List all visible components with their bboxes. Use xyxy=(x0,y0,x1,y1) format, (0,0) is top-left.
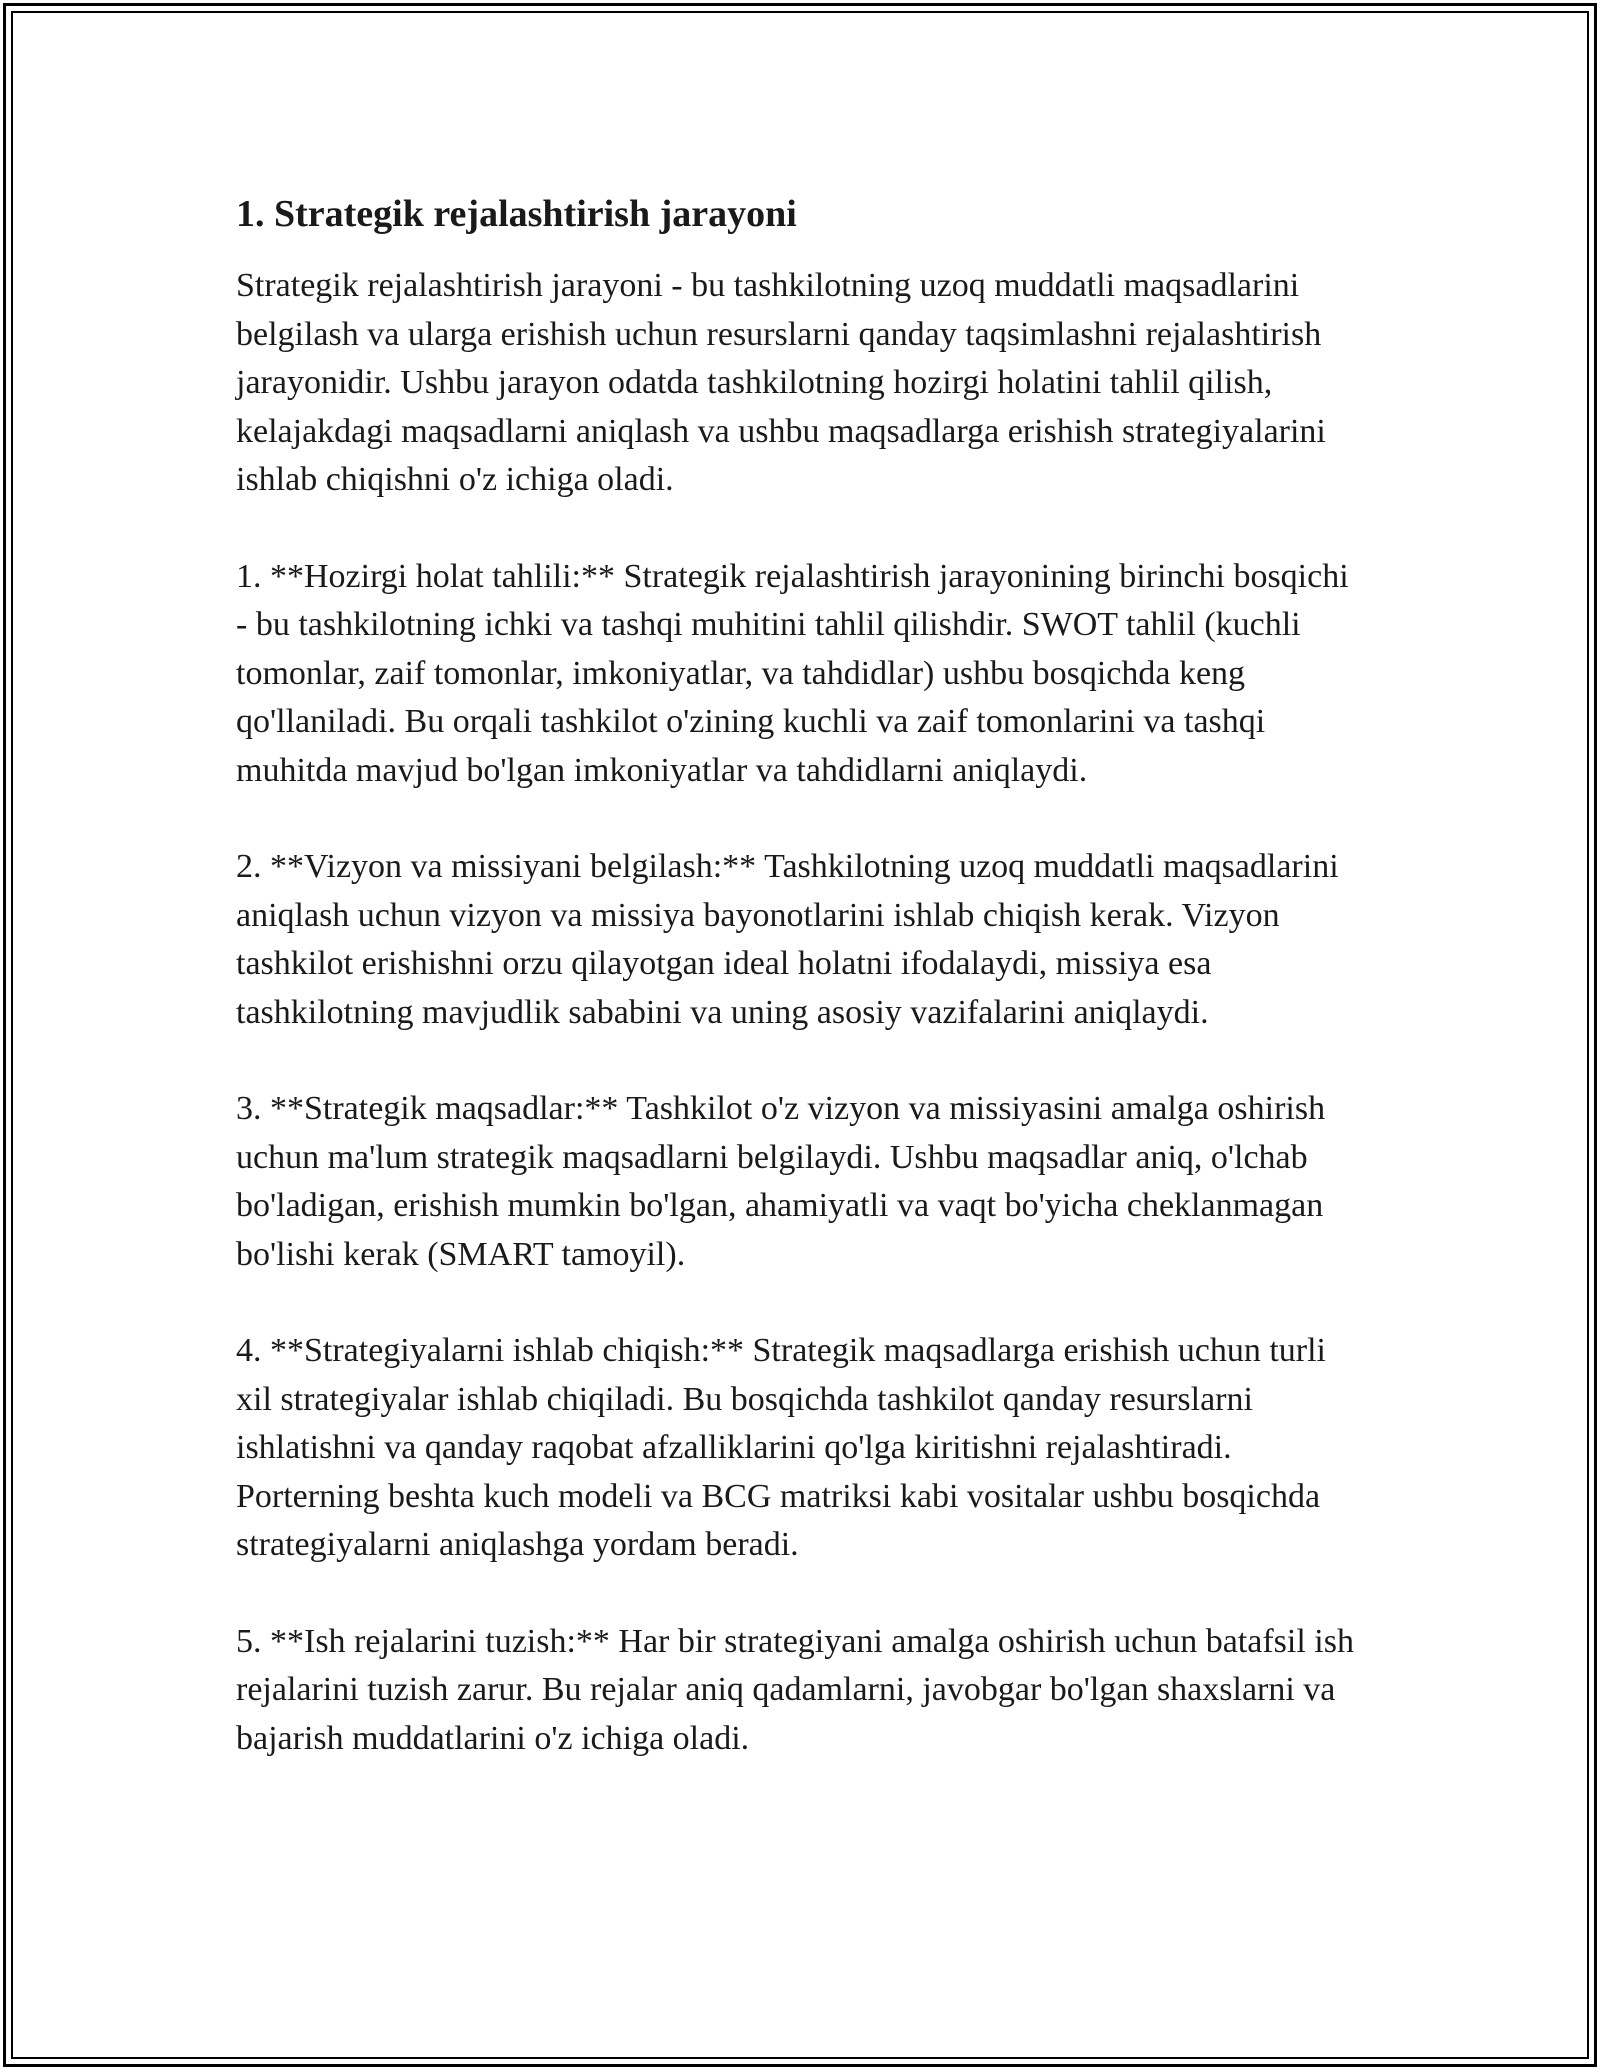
paragraph-step-1: 1. **Hozirgi holat tahlili:** Strategik rejalashtirish jarayonining birinchi bosqichi - bu tashkilotning ichki va tashqi muhitini tahlil qilishdir. SWOT tahlil (kuchli tomonlar, zaif tomonlar, imkoniyatlar, va tahdidlar) ushbu bosqichda keng qo'llaniladi. Bu orqali tashkilot o'zining kuchli va zaif tomonlarini va tashqi muhitda mavjud bo'lgan imkoniyatlar va tahdidlarni aniqlaydi. xyxy=(236,557,1349,789)
document-body xyxy=(236,186,1366,1763)
paragraph-step-4: 4. **Strategiyalarni ishlab chiqish:** Strategik maqsadlarga erishish uchun turli xil strategiyalar ishlab chiqiladi. Bu bosqichda tashkilot qanday resurslarni ishlatishni va qanday raqobat afzalliklarini qo'lga kiritishni rejalashtiradi. Porterning beshta kuch modeli va BCG matriksi kabi vositalar ushbu bosqichda strategiyalarni aniqlashga yordam beradi. xyxy=(236,1332,1326,1563)
paragraph-step-2: 2. **Vizyon va missiyani belgilash:** Tashkilotning uzoq muddatli maqsadlarini aniqlash uchun vizyon va missiya bayonotlarini ishlab chiqish kerak. Vizyon tashkilot erishishni orzu qilayotgan ideal holatni ifodalaydi, missiya esa tashkilotning mavjudlik sababini va uning asosiy vazifalarini aniqlaydi. xyxy=(236,848,1339,1031)
intro-paragraph: Strategik rejalashtirish jarayoni - bu tashkilotning uzoq muddatli maqsadlarini belgilash va ularga erishish uchun resurslarni qanday taqsimlashni rejalashtirish jarayonidir. Ushbu jarayon odatda tashkilotning hozirgi holatini tahlil qilish, kelajakdagi maqsadlarni aniqlash va ushbu maqsadlarga erishish strategiyalarini ishlab chiqishni o'z ichiga oladi. xyxy=(236,267,1326,498)
paragraph-step-5: 5. **Ish rejalarini tuzish:** Har bir strategiyani amalga oshirish uchun batafsil ish rejalarini tuzish zarur. Bu rejalar aniq qadamlarni, javobgar bo'lgan shaxslarni va bajarish muddatlarini o'z ichiga oladi. xyxy=(236,1622,1354,1757)
document-title: 1. Strategik rejalashtirish jarayoni xyxy=(236,193,797,235)
paragraph-step-3: 3. **Strategik maqsadlar:** Tashkilot o'z vizyon va missiyasini amalga oshirish uchun ma'lum strategik maqsadlarni belgilaydi. Ushbu maqsadlar aniq, o'lchab bo'ladigan, erishish mumkin bo'lgan, ahamiyatli va vaqt bo'yicha cheklanmagan bo'lishi kerak (SMART tamoyil). xyxy=(236,1090,1326,1273)
